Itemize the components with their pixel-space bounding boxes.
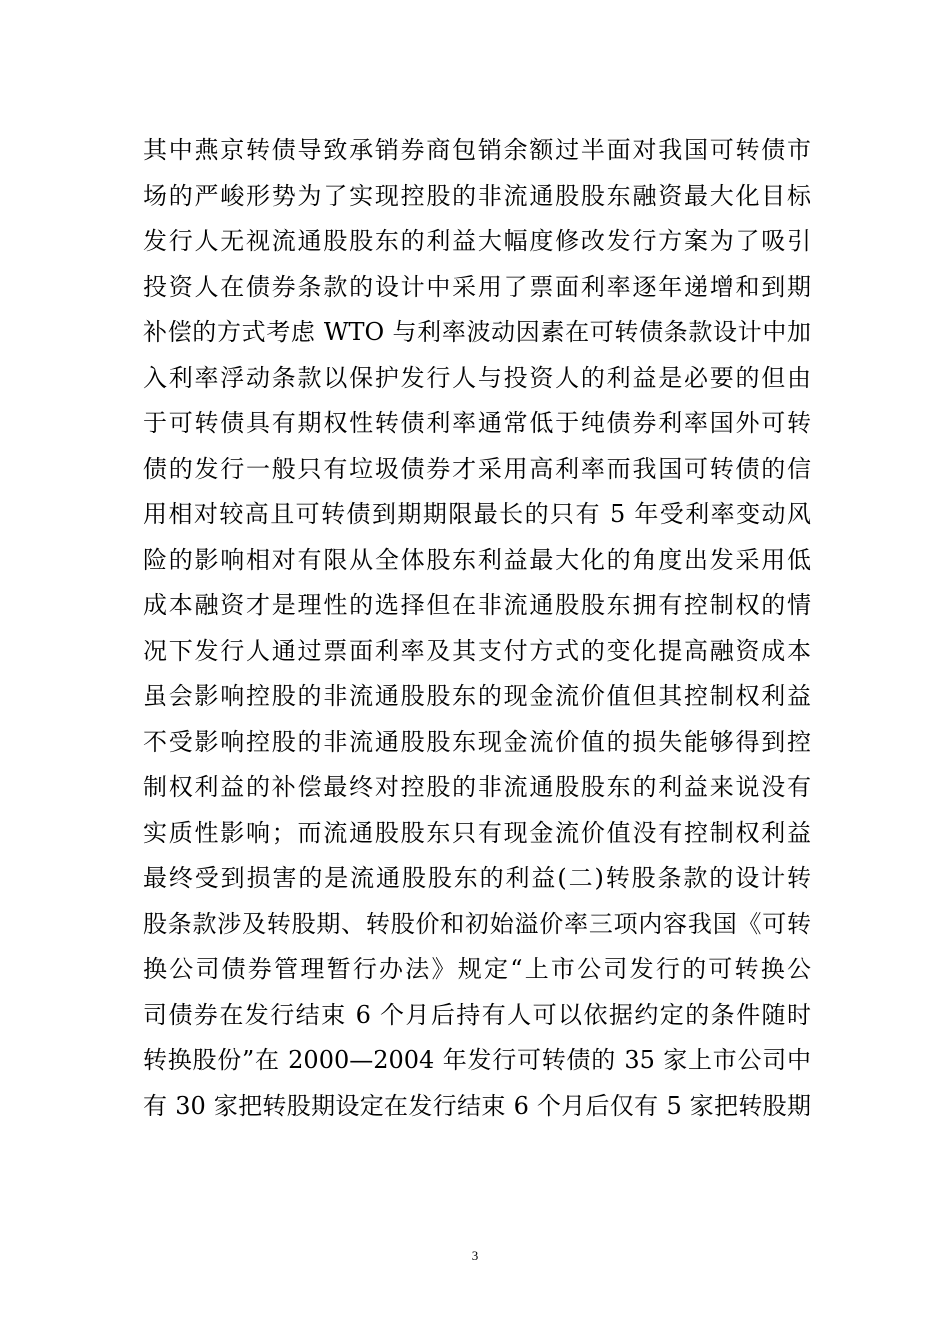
body-text [143, 128, 811, 1129]
text-line: 于可转债具有期权性转债利率通常低于纯债券利率国外可转 [143, 409, 811, 437]
text-line: 转换股份”在 2000—2004 年发行可转债的 35 家上市公司中 [143, 1046, 811, 1074]
text-line: 司债券在发行结束 6 个月后持有人可以依据约定的条件随时 [143, 1000, 811, 1029]
text-line: 虽会影响控股的非流通股股东的现金流价值但其控制权利益 [143, 682, 811, 710]
text-line: 换公司债券管理暂行办法》规定“上市公司发行的可转换公 [143, 955, 811, 983]
text-line: 用相对较高且可转债到期期限最长的只有 5 年受利率变动风 [143, 500, 811, 528]
text-line: 不受影响控股的非流通股股东现金流价值的损失能够得到控 [143, 727, 811, 756]
text-line: 发行人无视流通股股东的利益大幅度修改发行方案为了吸引 [143, 227, 811, 255]
text-line: 险的影响相对有限从全体股东利益最大化的角度出发采用低 [143, 545, 811, 574]
text-line: 投资人在债券条款的设计中采用了票面利率逐年递增和到期 [143, 272, 811, 301]
text-line: 最终受到损害的是流通股股东的利益(二)转股条款的设计转 [143, 864, 811, 892]
text-line: 成本融资才是理性的选择但在非流通股股东拥有控制权的情 [143, 591, 811, 619]
text-line: 股条款涉及转股期、转股价和初始溢价率三项内容我国《可转 [143, 909, 811, 938]
text-line: 入利率浮动条款以保护发行人与投资人的利益是必要的但由 [143, 363, 811, 392]
text-line: 其中燕京转债导致承销券商包销余额过半面对我国可转债市 [143, 136, 811, 164]
text-line: 补偿的方式考虑 WTO 与利率波动因素在可转债条款设计中加 [143, 318, 811, 346]
text-line: 场的严峻形势为了实现控股的非流通股股东融资最大化目标 [143, 181, 811, 210]
text-line: 有 30 家把转股期设定在发行结束 6 个月后仅有 5 家把转股期 [143, 1091, 811, 1120]
text-line: 债的发行一般只有垃圾债券才采用高利率而我国可转债的信 [143, 454, 811, 483]
page-number: 3 [471, 1248, 479, 1263]
text-line: 制权利益的补偿最终对控股的非流通股股东的利益来说没有 [143, 773, 811, 801]
text-line: 实质性影响；而流通股股东只有现金流价值没有控制权利益 [143, 818, 811, 847]
text-line: 况下发行人通过票面利率及其支付方式的变化提高融资成本 [143, 636, 811, 665]
